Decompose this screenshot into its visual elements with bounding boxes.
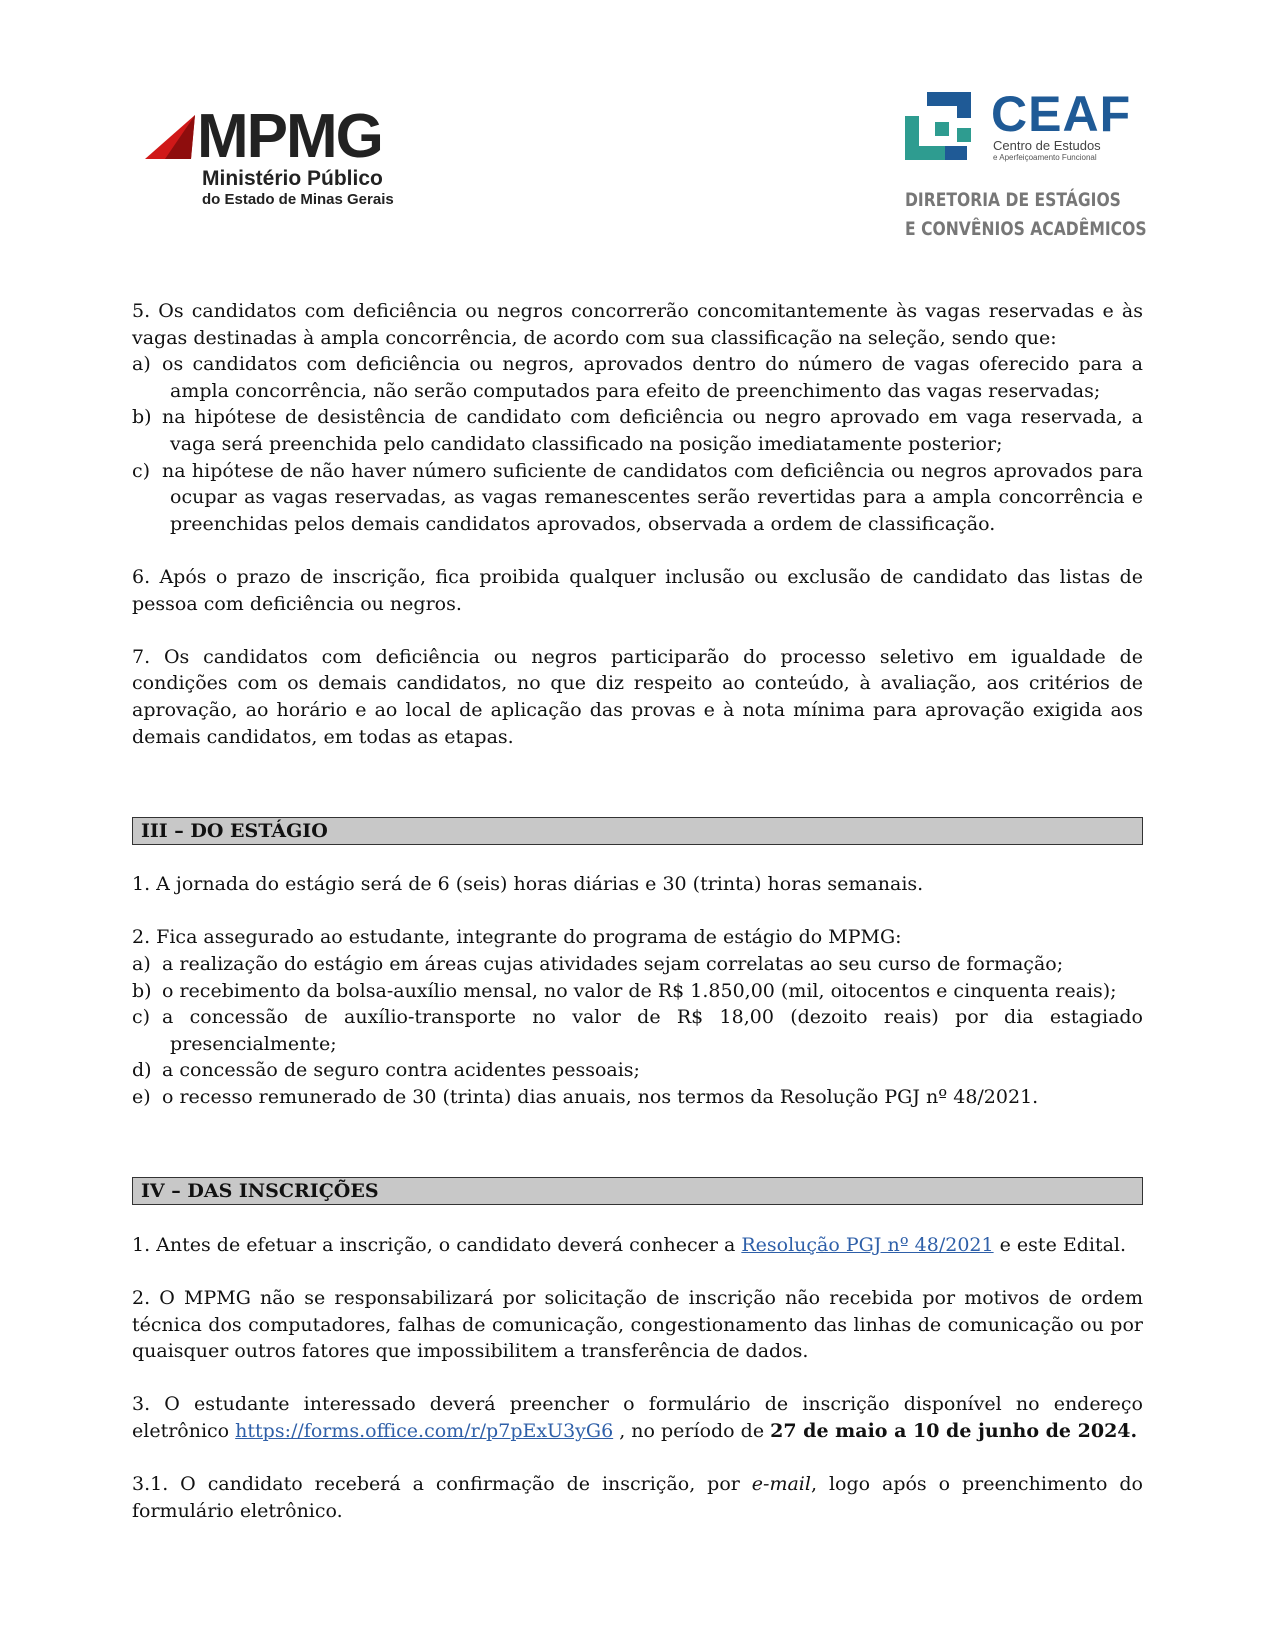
list-text: a realização do estágio em áreas cujas atividades sejam correlatas ao seu curso de formação; [162,953,1064,976]
item-6: 6. Após o prazo de inscrição, fica proibida qualquer inclusão ou exclusão de candidato das listas de pessoa com deficiência ou negros. [132,565,1143,615]
list-text: o recesso remunerado de 30 (trinta) dias anuais, nos termos da Resolução PGJ nº 48/2021. [162,1086,1039,1109]
inscricoes-period: 27 de maio a 10 de junho de 2024. [770,1419,1138,1442]
estagio-item-2-sublist [132,951,1143,1111]
list-item [132,978,1143,1005]
list-item [132,1084,1143,1111]
list-item [132,1004,1143,1057]
inscricoes-item-3-text: 3. O estudante interessado deverá preencher o formulário de inscrição disponível no endereço eletrônico [132,1393,1143,1442]
list-item [132,351,1143,404]
ceaf-wordmark: CEAF [991,86,1132,142]
inscricoes-item-1-text: 1. Antes de efetuar a inscrição, o candidato deverá conhecer a [132,1233,742,1256]
resolucao-link[interactable]: Resolução PGJ nº 48/2021 [741,1233,994,1256]
mpmg-triangle-icon [145,113,205,161]
list-text: a concessão de seguro contra acidentes pessoais; [162,1059,640,1082]
list-item [132,404,1143,457]
item-7: 7. Os candidatos com deficiência ou negros participarão do processo seletivo em igualdade de condições com os demais candidatos, no que diz respeito ao conteúdo, à avaliação, aos critérios de aprovação, ao horário e ao local de aplicação das provas e à nota mínima para aprovação exigida aos demais candidatos, em todas as etapas. [132,645,1143,748]
list-item [132,951,1143,978]
inscricoes-item-3-1 [132,1471,1143,1524]
list-marker: b) [132,406,152,429]
list-marker: e) [132,1086,151,1109]
list-marker: a) [132,953,151,976]
section-heading-estagio: III – DO ESTÁGIO [132,817,1143,845]
list-text: o recebimento da bolsa-auxílio mensal, no valor de R$ 1.850,00 (mil, oitocentos e cinquenta reais); [162,979,1117,1002]
mpmg-logo [145,102,415,208]
inscricoes-item-1-tail: e este Edital. [993,1233,1127,1256]
mpmg-subtitle-1: Ministério Público [202,167,383,190]
mpmg-subtitle-2: do Estado de Minas Gerais [202,191,394,208]
section-heading-inscricoes: IV – DAS INSCRIÇÕES [132,1177,1143,1205]
ceaf-directorate [905,186,1147,244]
list-marker: d) [132,1059,152,1082]
inscricoes-item-3-1-tail: , logo após o preenchimento do formulário eletrônico. [132,1473,1143,1522]
list-marker: c) [132,1006,151,1029]
inscricoes-item-2: 2. O MPMG não se responsabilizará por solicitação de inscrição não recebida por motivos de ordem técnica dos computadores, falhas de comunicação, congestionamento das linhas de comunicação ou por quaisquer outros fatores que impossibilitem a transferência de dados. [132,1287,1143,1363]
list-text: a concessão de auxílio-transporte no valor de R$ 18,00 (dezoito reais) por dia estagiado presencialmente; [162,1006,1143,1055]
form-url-link[interactable]: https://forms.office.com/r/p7pExU3yG6 [235,1419,614,1442]
ceaf-directorate-line-2: E CONVÊNIOS ACADÊMICOS [905,218,1147,240]
ceaf-logo [905,88,1155,238]
estagio-item-2-intro: 2. Fica assegurado ao estudante, integrante do programa de estágio do MPMG: [132,926,902,949]
ceaf-mark-icon [905,92,983,164]
mpmg-wordmark: MPMG [197,102,382,171]
list-text: na hipótese de desistência de candidato com deficiência ou negro aprovado em vaga reservada, a vaga será preenchida pelo candidato classificado na posição imediatamente posterior; [162,406,1143,455]
inscricoes-item-3 [132,1391,1143,1444]
list-text: os candidatos com deficiência ou negros, aprovados dentro do número de vagas oferecido para a ampla concorrência, não serão computados para efeito de preenchimento das vagas reservadas; [162,353,1143,402]
email-term: e-mail [751,1473,811,1496]
inscricoes-item-3-1-text: 3.1. O candidato receberá a confirmação de inscrição, por [132,1473,752,1496]
item-5-intro: 5. Os candidatos com deficiência ou negros concorrerão concomitantemente às vagas reservadas e às vagas destinadas à ampla concorrência, de acordo com sua classificação na seleção, sendo que: [132,300,1143,349]
document-body [132,298,1143,1524]
list-marker: a) [132,353,151,376]
list-text: na hipótese de não haver número suficiente de candidatos com deficiência ou negros aprovados para ocupar as vagas reservadas, as vagas remanescentes serão revertidas para a ampla concorrência e preenchidas pelos demais candidatos aprovados, observada a ordem de classificação. [162,459,1143,535]
list-marker: c) [132,459,151,482]
item-5-sublist [132,351,1143,537]
ceaf-subtitle-2: e Aperfeiçoamento Funcional [993,153,1097,162]
ceaf-directorate-line-1: DIRETORIA DE ESTÁGIOS [905,189,1121,211]
list-item [132,1057,1143,1084]
inscricoes-item-1 [132,1232,1143,1259]
list-marker: b) [132,979,152,1002]
ceaf-subtitle-1: Centro de Estudos [993,138,1101,153]
estagio-item-1: 1. A jornada do estágio será de 6 (seis) horas diárias e 30 (trinta) horas semanais. [132,873,924,896]
list-item [132,458,1143,538]
inscricoes-item-3-mid: , no período de [613,1419,771,1442]
